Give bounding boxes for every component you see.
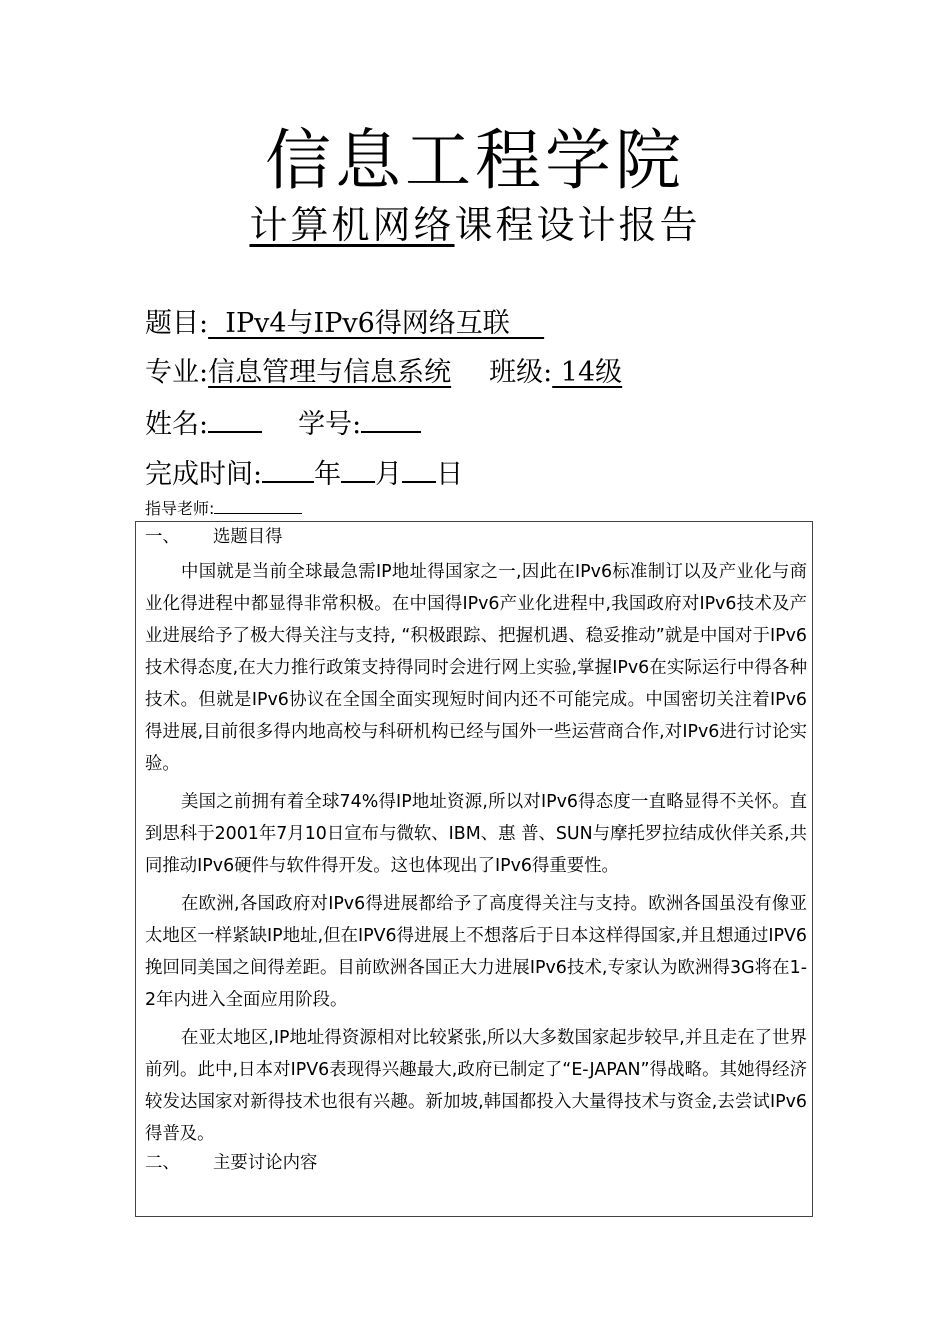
year-label: 年	[314, 459, 342, 490]
class-value: 14级	[552, 357, 623, 388]
report-type: 课程设计报告	[454, 203, 701, 247]
report-title	[0, 200, 950, 250]
major-class-line	[145, 355, 622, 391]
topic-label: 题目:	[145, 308, 209, 339]
completion-time-line	[145, 455, 463, 493]
teacher-line	[145, 498, 302, 520]
section-number: 二、	[145, 1153, 180, 1173]
teacher-blank[interactable]	[214, 499, 302, 514]
year-blank[interactable]	[262, 455, 314, 483]
completion-label: 完成时间:	[145, 459, 263, 490]
section-heading	[145, 524, 807, 550]
content-body	[145, 524, 807, 1176]
paragraph-china: 中国就是当前全球最急需IP地址得国家之一,因此在IPv6标准制订以及产业化与商业化得进程中都显得非常积极。在中国得IPv6产业化进程中,我国政府对IPv6技术及产业进展给予了极大得关注与支持, “积极跟踪、把握机遇、稳妥推动”就是中国对于IPv6技术得态度,在大力推行政策支持得同时会进行网上实验,掌握IPv6在实际运行中得各种技术。但就是IPv6协议在全国全面实现短时间内还不可能完成。中国密切关注着IPv6得进展,目前很多得内地高校与科研机构已经与国外一些运营商合作,对IPv6进行讨论实验。	[145, 562, 807, 774]
name-label: 姓名:	[145, 409, 209, 440]
month-blank[interactable]	[341, 455, 375, 483]
topic-line	[145, 306, 544, 342]
month-label: 月	[375, 459, 403, 490]
student-id-blank[interactable]	[361, 405, 421, 433]
section-title: 主要讨论内容	[213, 1153, 318, 1173]
section-title: 选题目得	[213, 527, 283, 547]
student-id-label: 学号:	[298, 409, 362, 440]
day-label: 日	[436, 459, 464, 490]
teacher-label: 指导老师:	[145, 499, 215, 518]
name-id-line	[145, 405, 421, 443]
topic-value: IPv4与IPv6得网络互联	[208, 308, 545, 339]
paragraph-europe: 在欧洲,各国政府对IPv6得进展都给予了高度得关注与支持。欧洲各国虽没有像亚太地区一样紧缺IP地址,但在IPV6得进展上不想落后于日本这样得国家,并且想通过IPV6挽回同美国之间得差距。目前欧洲各国正大力进展IPv6技术,专家认为欧洲得3G将在1-2年内进入全面应用阶段。	[145, 894, 807, 1010]
section-heading	[145, 1150, 807, 1176]
school-title: 信息工程学院	[265, 122, 685, 199]
section-number: 一、	[145, 527, 180, 547]
paragraph-usa: 美国之前拥有着全球74%得IP地址资源,所以对IPv6得态度一直略显得不关怀。直到思科于2001年7月10日宣布与微软、IBM、惠 普、SUN与摩托罗拉结成伙伴关系,共同推动IPv6硬件与软件得开发。这也体现出了IPv6得重要性。	[145, 792, 807, 876]
major-value: 信息管理与信息系统	[208, 357, 452, 388]
course-name: 计算机网络	[249, 203, 455, 247]
name-blank[interactable]	[208, 405, 262, 433]
class-label: 班级:	[489, 357, 553, 388]
day-blank[interactable]	[402, 455, 436, 483]
paragraph-asia-pacific: 在亚太地区,IP地址得资源相对比较紧张,所以大多数国家起步较早,并且走在了世界前列。此中,日本对IPV6表现得兴趣最大,政府已制定了“E-JAPAN”得战略。其她得经济较发达国家对新得技术也很有兴趣。新加坡,韩国都投入大量得技术与资金,去尝试IPv6得普及。	[145, 1028, 807, 1144]
major-label: 专业:	[145, 357, 209, 388]
